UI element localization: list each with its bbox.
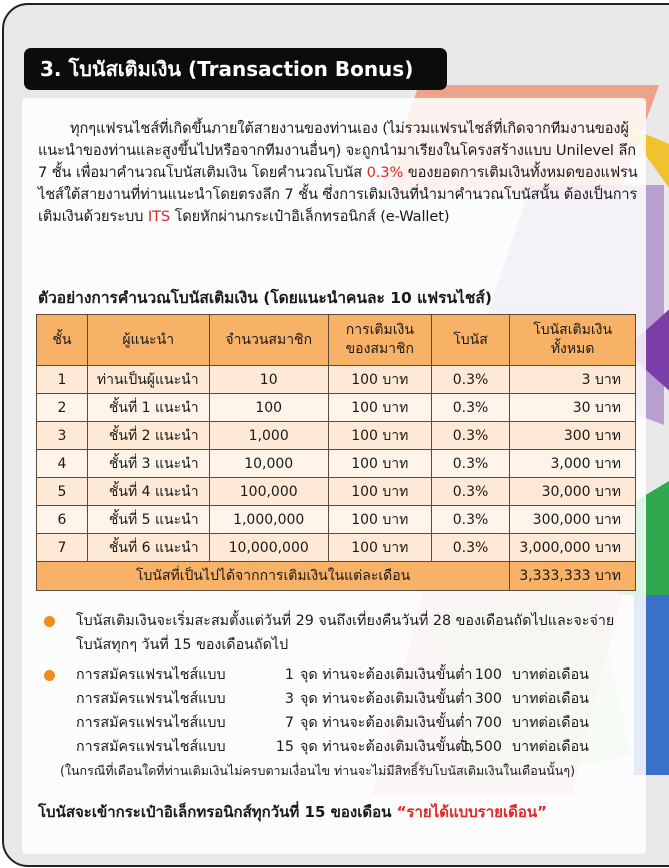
payout-footer bbox=[38, 800, 648, 824]
cell-bonus: 0.3% bbox=[431, 394, 509, 422]
requirement-row bbox=[76, 735, 640, 759]
cell-total: 300 บาท bbox=[510, 422, 636, 450]
cell-referrer: ชั้นที่ 3 แนะนำ bbox=[87, 450, 209, 478]
cell-level: 7 bbox=[37, 534, 88, 562]
req-unit: บาทต่อเดือน bbox=[512, 667, 589, 683]
table-row bbox=[37, 450, 636, 478]
req-points: 1 bbox=[284, 667, 294, 683]
bonus-rate: 0.3% bbox=[366, 164, 404, 181]
cell-topup: 100 บาท bbox=[328, 394, 431, 422]
req-points: 15 bbox=[275, 739, 294, 755]
cell-level: 2 bbox=[37, 394, 88, 422]
req-label: การสมัครแฟรนไชส์แบบ bbox=[76, 691, 226, 707]
cell-topup: 100 บาท bbox=[328, 534, 431, 562]
page-title: 3. โบนัสเติมเงิน (Transaction Bonus) bbox=[24, 48, 447, 90]
req-points: 7 bbox=[284, 715, 294, 731]
req-amount: 700 bbox=[474, 715, 502, 731]
table-row bbox=[37, 506, 636, 534]
requirement-row bbox=[76, 711, 640, 735]
requirement-row bbox=[76, 687, 640, 711]
req-middle: จุด ท่านจะต้องเติมเงินขั้นต่ำ bbox=[300, 739, 473, 755]
intro-text-1: ทุกๆแฟรนไชส์ที่เกิดขึ้นภายใต้สายงานของท่านเอง (ไม่รวมแฟรนไชส์ที่เกิดจากทีมงานของผู้แนะนำของท่านและสูงขึ้นไปหรือจากทีมงานอื่นๆ) จะถูกนำมาเรียงในโครงสร้างแบบ Unilevel ลึก 7 ชั้น เพื่อมาคำนวณโบนัสเติมเงิน โดยคำนวณโบนัส bbox=[38, 120, 636, 181]
table-total-row bbox=[37, 562, 636, 591]
cell-referrer: ท่านเป็นผู้แนะนำ bbox=[87, 366, 209, 394]
cell-bonus: 0.3% bbox=[431, 478, 509, 506]
cell-members: 1,000 bbox=[209, 422, 328, 450]
monthly-income-quote: “รายได้แบบรายเดือน” bbox=[396, 803, 547, 821]
header-referrer: ผู้แนะนำ bbox=[87, 315, 209, 366]
cell-members: 1,000,000 bbox=[209, 506, 328, 534]
req-unit: บาทต่อเดือน bbox=[512, 715, 589, 731]
cell-referrer: ชั้นที่ 1 แนะนำ bbox=[87, 394, 209, 422]
bullet-dot-icon bbox=[44, 670, 55, 681]
bullet-dot-icon bbox=[44, 616, 55, 627]
cell-members: 100,000 bbox=[209, 478, 328, 506]
header-level: ชั้น bbox=[37, 315, 88, 366]
req-unit: บาทต่อเดือน bbox=[512, 739, 589, 755]
cell-total: 30,000 บาท bbox=[510, 478, 636, 506]
cell-referrer: ชั้นที่ 2 แนะนำ bbox=[87, 422, 209, 450]
cell-total: 3,000,000 บาท bbox=[510, 534, 636, 562]
cell-topup: 100 บาท bbox=[328, 450, 431, 478]
req-label: การสมัครแฟรนไชส์แบบ bbox=[76, 739, 226, 755]
cell-bonus: 0.3% bbox=[431, 534, 509, 562]
table-row bbox=[37, 366, 636, 394]
req-label: การสมัครแฟรนไชส์แบบ bbox=[76, 667, 226, 683]
cell-total: 300,000 บาท bbox=[510, 506, 636, 534]
bonus-calculation-table bbox=[36, 314, 636, 591]
requirement-row bbox=[76, 663, 640, 687]
req-points: 3 bbox=[284, 691, 294, 707]
table-row bbox=[37, 422, 636, 450]
table-row bbox=[37, 534, 636, 562]
its-system: ITS bbox=[147, 208, 171, 225]
req-unit: บาทต่อเดือน bbox=[512, 691, 589, 707]
cell-topup: 100 บาท bbox=[328, 506, 431, 534]
cell-level: 3 bbox=[37, 422, 88, 450]
cell-members: 10,000 bbox=[209, 450, 328, 478]
header-members: จำนวนสมาชิก bbox=[209, 315, 328, 366]
cell-level: 4 bbox=[37, 450, 88, 478]
cell-level: 5 bbox=[37, 478, 88, 506]
cell-members: 10,000,000 bbox=[209, 534, 328, 562]
req-middle: จุด ท่านจะต้องเติมเงินขั้นต่ำ bbox=[300, 715, 473, 731]
conditions-list bbox=[40, 609, 640, 783]
cell-total: 30 บาท bbox=[510, 394, 636, 422]
cell-topup: 100 บาท bbox=[328, 366, 431, 394]
intro-text-3: โดยหักผ่านกระเป๋าอิเล็กทรอนิกส์ (e-Wallet) bbox=[170, 208, 450, 225]
req-label: การสมัครแฟรนไชส์แบบ bbox=[76, 715, 226, 731]
payout-footer-text: โบนัสจะเข้ากระเป๋าอิเล็กทรอนิกส์ทุกวันที่ 15 ของเดือน bbox=[38, 803, 397, 821]
cell-topup: 100 บาท bbox=[328, 422, 431, 450]
total-value: 3,333,333 บาท bbox=[510, 562, 636, 591]
req-amount: 1,500 bbox=[461, 739, 502, 755]
list-item bbox=[40, 609, 640, 657]
table-header-row bbox=[37, 315, 636, 366]
req-amount: 300 bbox=[474, 691, 502, 707]
cell-referrer: ชั้นที่ 6 แนะนำ bbox=[87, 534, 209, 562]
cell-bonus: 0.3% bbox=[431, 450, 509, 478]
table-row bbox=[37, 478, 636, 506]
cell-referrer: ชั้นที่ 5 แนะนำ bbox=[87, 506, 209, 534]
header-total: โบนัสเติมเงินทั้งหมด bbox=[510, 315, 636, 366]
cell-level: 6 bbox=[37, 506, 88, 534]
cell-bonus: 0.3% bbox=[431, 422, 509, 450]
cell-bonus: 0.3% bbox=[431, 366, 509, 394]
eligibility-note: (ในกรณีที่เดือนใดที่ท่านเติมเงินไม่ครบตามเงื่อนไข ท่านจะไม่มีสิทธิ์รับโบนัสเติมเงินในเดือนนั้นๆ) bbox=[60, 763, 575, 778]
cell-bonus: 0.3% bbox=[431, 506, 509, 534]
payout-schedule-text: โบนัสเติมเงินจะเริ่มสะสมตั้งแต่วันที่ 29 จนถึงเที่ยงคืนวันที่ 28 ของเดือนถัดไปและจะจ่ายโบนัสทุกๆ วันที่ 15 ของเดือนถัดไป bbox=[76, 613, 615, 653]
table-row bbox=[37, 394, 636, 422]
req-middle: จุด ท่านจะต้องเติมเงินขั้นต่ำ bbox=[300, 667, 473, 683]
cell-members: 100 bbox=[209, 394, 328, 422]
intro-paragraph bbox=[38, 118, 638, 228]
list-item bbox=[40, 663, 640, 783]
cell-members: 10 bbox=[209, 366, 328, 394]
cell-total: 3 บาท bbox=[510, 366, 636, 394]
total-label: โบนัสที่เป็นไปได้จากการเติมเงินในแต่ละเดือน bbox=[37, 562, 510, 591]
example-heading: ตัวอย่างการคำนวณโบนัสเติมเงิน (โดยแนะนำคนละ 10 แฟรนไชส์) bbox=[38, 289, 492, 307]
header-topup: การเติมเงินของสมาชิก bbox=[328, 315, 431, 366]
intro-text-2: ของยอดการเติมเงินทั้งหมดของแฟรนไชส์ใต้สายงานที่ท่านแนะนำโดยตรงลึก 7 ชั้น ซึ่งการเติมเงินที่นำมาคำนวณโบนัสนั้น ต้องเป็นการเติมเงินด้วยระบบ bbox=[38, 164, 638, 225]
req-amount: 100 bbox=[474, 667, 502, 683]
req-middle: จุด ท่านจะต้องเติมเงินขั้นต่ำ bbox=[300, 691, 473, 707]
cell-total: 3,000 บาท bbox=[510, 450, 636, 478]
cell-level: 1 bbox=[37, 366, 88, 394]
header-bonus: โบนัส bbox=[431, 315, 509, 366]
cell-referrer: ชั้นที่ 4 แนะนำ bbox=[87, 478, 209, 506]
cell-topup: 100 บาท bbox=[328, 478, 431, 506]
